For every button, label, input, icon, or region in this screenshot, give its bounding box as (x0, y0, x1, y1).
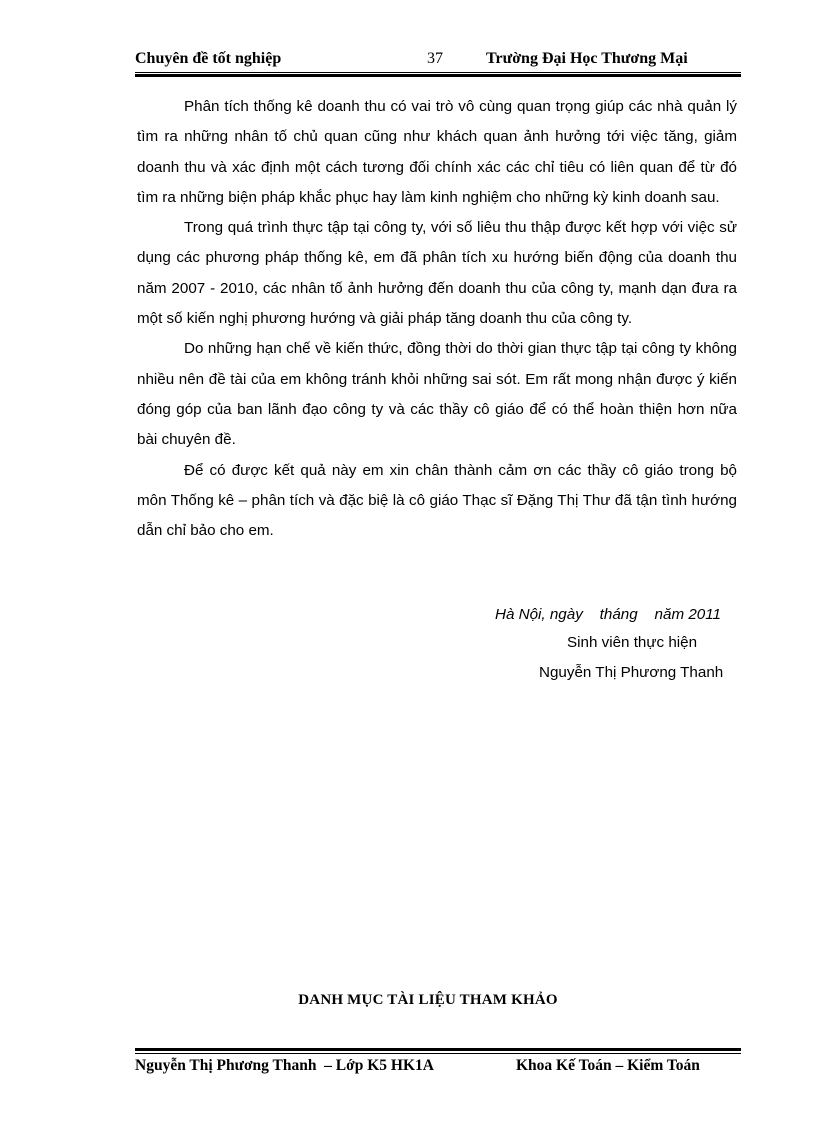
body-text (137, 92, 737, 546)
signature-role: Sinh viên thực hiện (567, 634, 698, 651)
paragraph-3: Do những hạn chế về kiến thức, đồng thời do thời gian thực tập tại công ty không nhiều nên đề tài của em không tránh khỏi những sai sót. Em rất mong nhận được ý kiến đóng góp của ban lãnh đạo công ty và các thầy cô giáo để có thể hoàn thiện hơn nữa bài chuyên đề. (137, 340, 737, 449)
header-document-type: Chuyên đề tốt nghiệp (135, 50, 282, 67)
footer-author-class: Nguyễn Thị Phương Thanh – Lớp K5 HK1A (135, 1057, 434, 1074)
paragraph-1: Phân tích thống kê doanh thu có vai trò vô cùng quan trọng giúp các nhà quản lý tìm ra những nhân tố chủ quan cũng như khách quan ảnh hưởng tới việc tăng, giảm doanh thu và xác định một cách tương đối chính xác các chỉ tiêu có liên quan để từ đó tìm ra những biện pháp khắc phục hay làm kinh nghiệm cho những kỳ kinh doanh sau. (137, 98, 737, 206)
footer-rule-thin (135, 1053, 741, 1054)
signature-date: Hà Nội, ngày tháng năm 2011 (495, 606, 721, 623)
footer-department: Khoa Kế Toán – Kiểm Toán (516, 1057, 700, 1074)
paragraph-4: Để có được kết quả này em xin chân thành cảm ơn các thầy cô giáo trong bộ môn Thống kê – phân tích và đặc biệ là cô giáo Thạc sĩ Đặng Thị Thư đã tận tình hướng dẫn chỉ bảo cho em. (137, 461, 737, 540)
header-university: Trường Đại Học Thương Mại (486, 50, 688, 67)
page-footer (135, 1055, 741, 1079)
references-title: DANH MỤC TÀI LIỆU THAM KHẢO (298, 992, 558, 1008)
header-rule-thick (135, 74, 741, 77)
signature-name: Nguyễn Thị Phương Thanh (539, 664, 724, 681)
page-header (135, 48, 741, 72)
paragraph-2: Trong quá trình thực tập tại công ty, với số liêu thu thập được kết hợp với việc sử dụng các phương pháp thống kê, em đã phân tích xu hướng biến động của doanh thu năm 2007 - 2010, các nhân tố ảnh hưởng đến doanh thu của công ty, mạnh dạn đưa ra một số kiến nghị phương hướng và giải pháp tăng doanh thu của công ty. (137, 219, 737, 328)
footer-rule-thick (135, 1048, 741, 1051)
header-rule-thin (135, 72, 741, 73)
page-number: 37 (427, 50, 443, 67)
